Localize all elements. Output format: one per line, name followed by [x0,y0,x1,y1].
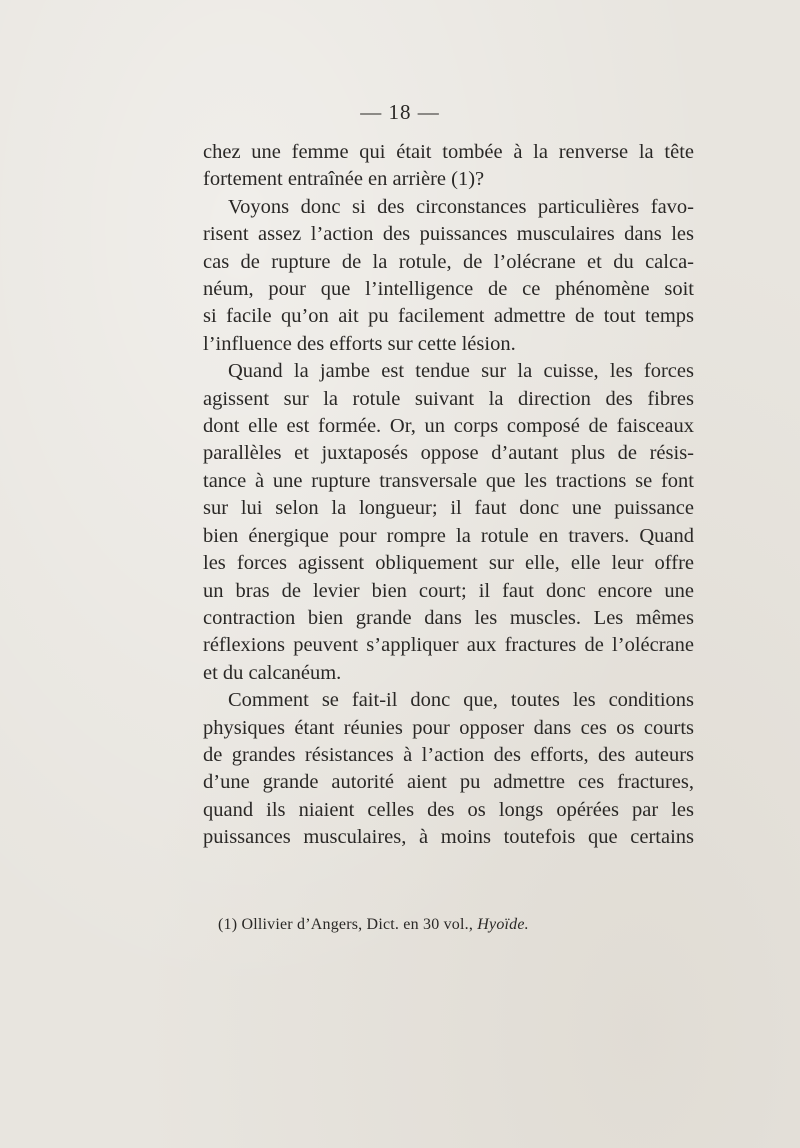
text-line: contraction bien grande dans les muscles. Les mêmes [203,606,694,629]
body-text [203,139,694,852]
text-line: physiques étant réunies pour opposer dans ces os courts [203,716,694,739]
text-line: Voyons donc si des circonstances particulières favo- [228,195,694,218]
text-line: néum, pour que l’intelligence de ce phénomène soit [203,278,694,301]
footnote-text: (1) Ollivier d’Angers, Dict. en 30 vol., [218,916,478,933]
text-line: si facile qu’on ait pu facilement admettre de tout temps [203,305,694,328]
text-line: chez une femme qui était tombée à la renverse la tête [203,141,694,163]
text-line: fortement entraînée en arrière (1)? [203,168,485,191]
text-line: l’influence des efforts sur cette lésion. [203,332,516,355]
text-line: réflexions peuvent s’appliquer aux fractures de l’olécrane [203,634,694,657]
text-line: Quand la jambe est tendue sur la cuisse, les forces [228,360,694,383]
text-line: sur lui selon la longueur; il faut donc une puissance [203,497,694,520]
text-line: de grandes résistances à l’action des efforts, des auteurs [203,743,694,766]
text-line: parallèles et juxtaposés oppose d’autant plus de résis- [203,442,694,465]
text-line: dont elle est formée. Or, un corps composé de faisceaux [203,415,694,438]
text-line: risent assez l’action des puissances musculaires dans les [203,223,694,246]
text-line: un bras de levier bien court; il faut donc encore une [203,579,694,602]
page-number: — 18 — [360,100,440,124]
text-line: d’une grande autorité aient pu admettre ces fractures, [203,771,694,794]
text-line: cas de rupture de la rotule, de l’olécrane et du calca- [203,250,694,273]
text-line: agissent sur la rotule suivant la direction des fibres [203,387,694,410]
text-line: tance à une rupture transversale que les tractions se font [203,469,694,492]
text-line: puissances musculaires, à moins toutefois que certains [203,826,694,849]
text-line: les forces agissent obliquement sur elle, elle leur offre [203,552,694,575]
text-line: quand ils niaient celles des os longs opérées par les [203,798,694,821]
text-line: bien énergique pour rompre la rotule en travers. Quand [203,524,694,547]
footnote [218,916,529,934]
text-line: et du calcanéum. [203,661,342,684]
footnote-italic-text: Hyoïde. [477,916,529,933]
text-line: Comment se fait-il donc que, toutes les conditions [228,689,694,712]
